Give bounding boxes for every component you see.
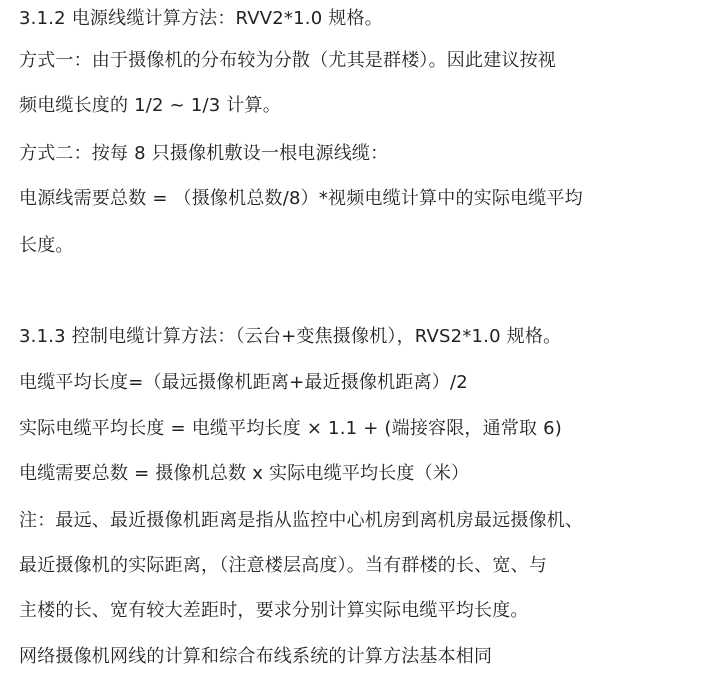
actual-avg-formula: 实际电缆平均长度 = 电缆平均长度 × 1.1 + (端接容限，通常取 6) xyxy=(19,418,563,439)
power-formula-line1: 电源线需要总数 = （摄像机总数/8）*视频电缆计算中的实际电缆平均 xyxy=(19,188,583,209)
note-line2: 最近摄像机的实际距离，（注意楼层高度）。当有群楼的长、宽、与 xyxy=(19,555,547,576)
method1-line1: 方式一：由于摄像机的分布较为分散（尤其是群楼）。因此建议按视 xyxy=(19,50,556,71)
total-formula: 电缆需要总数 = 摄像机总数 x 实际电缆平均长度（米） xyxy=(19,463,470,484)
power-formula-line2: 长度。 xyxy=(19,235,74,256)
avg-length-formula: 电缆平均长度=（最远摄像机距离+最近摄像机距离）/2 xyxy=(19,372,468,393)
method1-line2: 频电缆长度的 1/2 ~ 1/3 计算。 xyxy=(19,95,281,116)
note-line1: 注：最远、最近摄像机距离是指从监控中心机房到离机房最远摄像机、 xyxy=(19,510,584,531)
method2-text: 方式二：按每 8 只摄像机敷设一根电源线缆： xyxy=(19,143,389,164)
network-note: 网络摄像机网线的计算和综合布线系统的计算方法基本相同 xyxy=(19,646,493,667)
note-line3: 主楼的长、宽有较大差距时，要求分别计算实际电缆平均长度。 xyxy=(19,600,529,621)
section-312-heading: 3.1.2 电源线缆计算方法：RVV2*1.0 规格。 xyxy=(19,8,383,29)
section-313-heading: 3.1.3 控制电缆计算方法：（云台+变焦摄像机），RVS2*1.0 规格。 xyxy=(19,326,562,347)
